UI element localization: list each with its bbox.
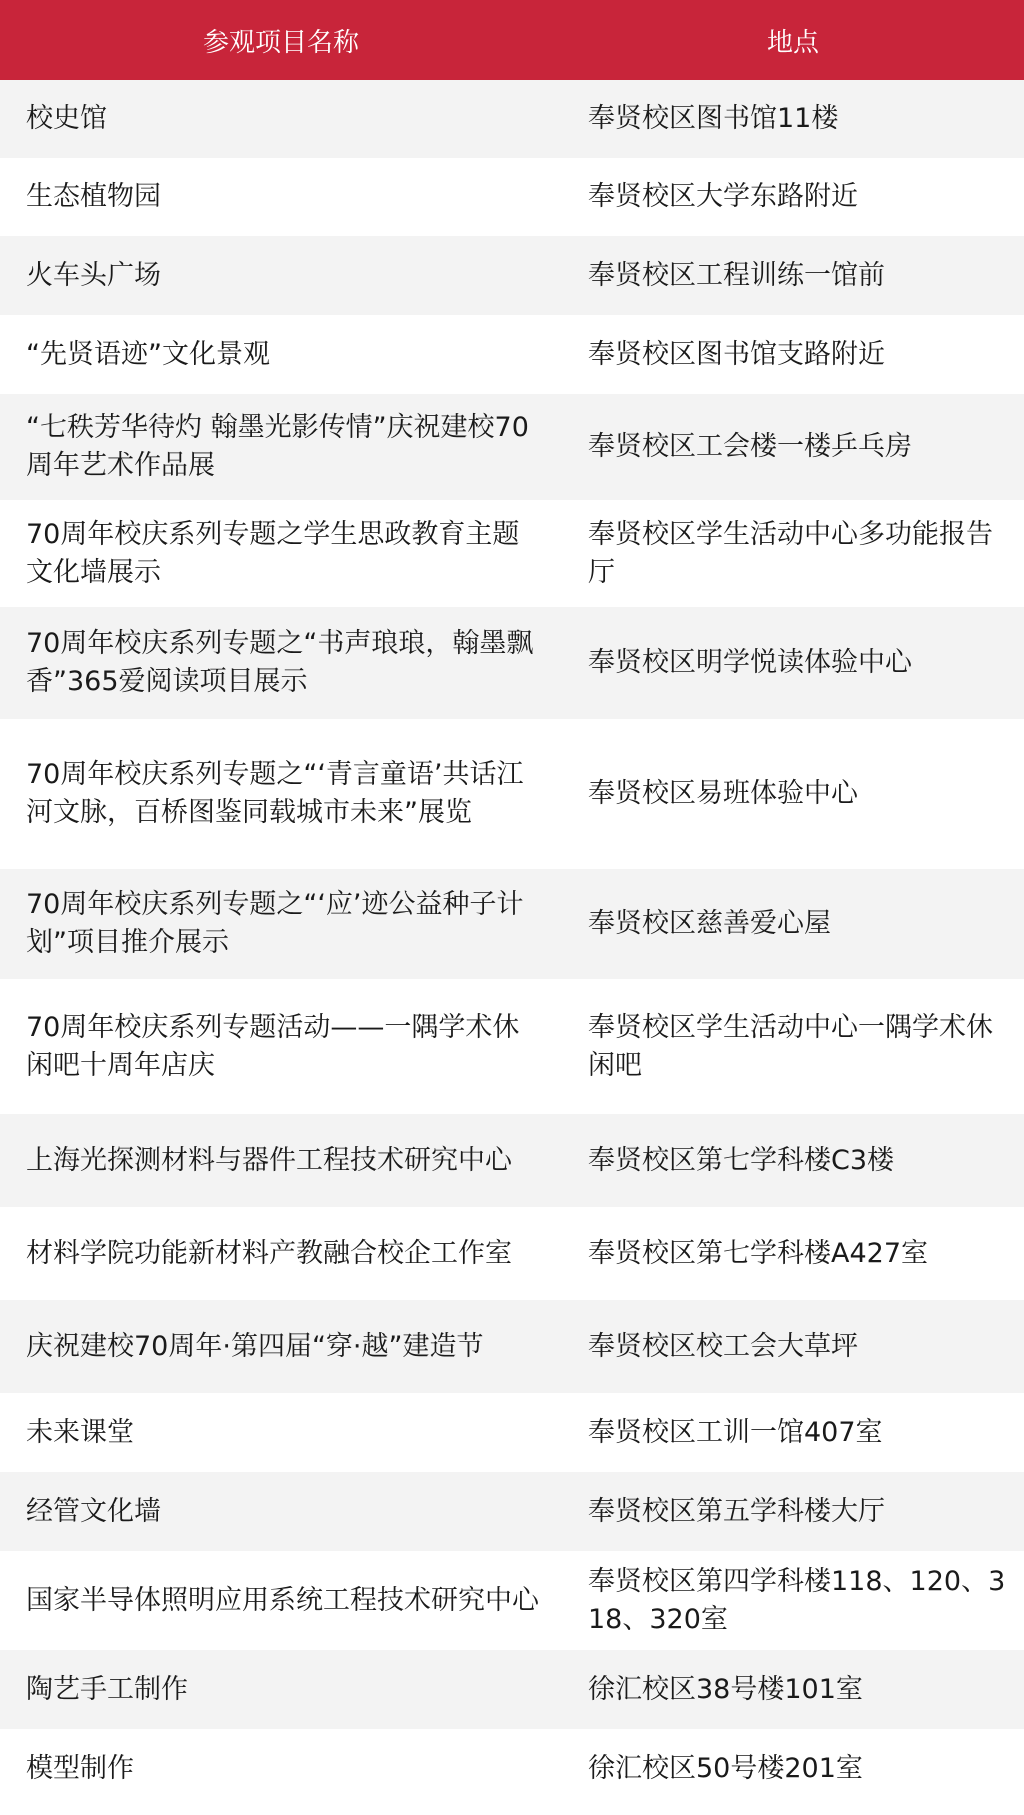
project-name-cell: 陶艺手工制作	[0, 1650, 562, 1729]
table-row	[0, 394, 1024, 500]
project-name-cell: 国家半导体照明应用系统工程技术研究中心	[0, 1551, 562, 1650]
location-cell: 徐汇校区50号楼201室	[562, 1729, 1024, 1808]
location-cell: 奉贤校区图书馆支路附近	[562, 315, 1024, 394]
project-name-cell: 上海光探测材料与器件工程技术研究中心	[0, 1114, 562, 1207]
table-row	[0, 719, 1024, 869]
project-name-cell: 庆祝建校70周年·第四届“穿·越”建造节	[0, 1300, 562, 1393]
header-location: 地点	[562, 0, 1024, 80]
project-name-cell: 70周年校庆系列专题活动——一隅学术休闲吧十周年店庆	[0, 979, 562, 1114]
location-cell: 奉贤校区慈善爱心屋	[562, 869, 1024, 979]
header-project-name: 参观项目名称	[0, 0, 562, 80]
table-row	[0, 1393, 1024, 1472]
project-name-cell: 70周年校庆系列专题之“书声琅琅，翰墨飘香”365爱阅读项目展示	[0, 607, 562, 719]
location-cell: 奉贤校区第七学科楼A427室	[562, 1207, 1024, 1300]
location-cell: 奉贤校区工训一馆407室	[562, 1393, 1024, 1472]
table-row	[0, 500, 1024, 607]
project-name-cell: 火车头广场	[0, 236, 562, 315]
table-row	[0, 315, 1024, 394]
table-header-row	[0, 0, 1024, 80]
table-row	[0, 979, 1024, 1114]
table-row	[0, 1300, 1024, 1393]
project-name-cell: 校史馆	[0, 80, 562, 158]
project-name-cell: 经管文化墙	[0, 1472, 562, 1551]
table-row	[0, 1650, 1024, 1729]
project-name-cell: 70周年校庆系列专题之“‘应’迹公益种子计划”项目推介展示	[0, 869, 562, 979]
location-cell: 奉贤校区学生活动中心多功能报告厅	[562, 500, 1024, 607]
table-row	[0, 158, 1024, 236]
table-row	[0, 80, 1024, 158]
project-name-cell: 模型制作	[0, 1729, 562, 1808]
project-name-cell: 70周年校庆系列专题之“‘青言童语’共话江河文脉，百桥图鉴同载城市未来”展览	[0, 719, 562, 869]
project-name-cell: “七秩芳华待灼 翰墨光影传情”庆祝建校70周年艺术作品展	[0, 394, 562, 500]
project-name-cell: 70周年校庆系列专题之学生思政教育主题文化墙展示	[0, 500, 562, 607]
table-row	[0, 1207, 1024, 1300]
location-cell: 奉贤校区第四学科楼118、120、318、320室	[562, 1551, 1024, 1650]
project-name-cell: 生态植物园	[0, 158, 562, 236]
location-cell: 奉贤校区易班体验中心	[562, 719, 1024, 869]
location-cell: 徐汇校区38号楼101室	[562, 1650, 1024, 1729]
project-name-cell: 材料学院功能新材料产教融合校企工作室	[0, 1207, 562, 1300]
project-name-cell: 未来课堂	[0, 1393, 562, 1472]
table-row	[0, 236, 1024, 315]
table-row	[0, 607, 1024, 719]
table-row	[0, 1551, 1024, 1650]
location-cell: 奉贤校区第五学科楼大厅	[562, 1472, 1024, 1551]
location-cell: 奉贤校区明学悦读体验中心	[562, 607, 1024, 719]
location-cell: 奉贤校区第七学科楼C3楼	[562, 1114, 1024, 1207]
project-name-cell: “先贤语迹”文化景观	[0, 315, 562, 394]
location-cell: 奉贤校区图书馆11楼	[562, 80, 1024, 158]
location-cell: 奉贤校区工程训练一馆前	[562, 236, 1024, 315]
location-cell: 奉贤校区工会楼一楼乒乓房	[562, 394, 1024, 500]
location-cell: 奉贤校区校工会大草坪	[562, 1300, 1024, 1393]
table-row	[0, 1472, 1024, 1551]
location-cell: 奉贤校区学生活动中心一隅学术休闲吧	[562, 979, 1024, 1114]
table-row	[0, 869, 1024, 979]
location-cell: 奉贤校区大学东路附近	[562, 158, 1024, 236]
table-row	[0, 1114, 1024, 1207]
table-row	[0, 1729, 1024, 1808]
